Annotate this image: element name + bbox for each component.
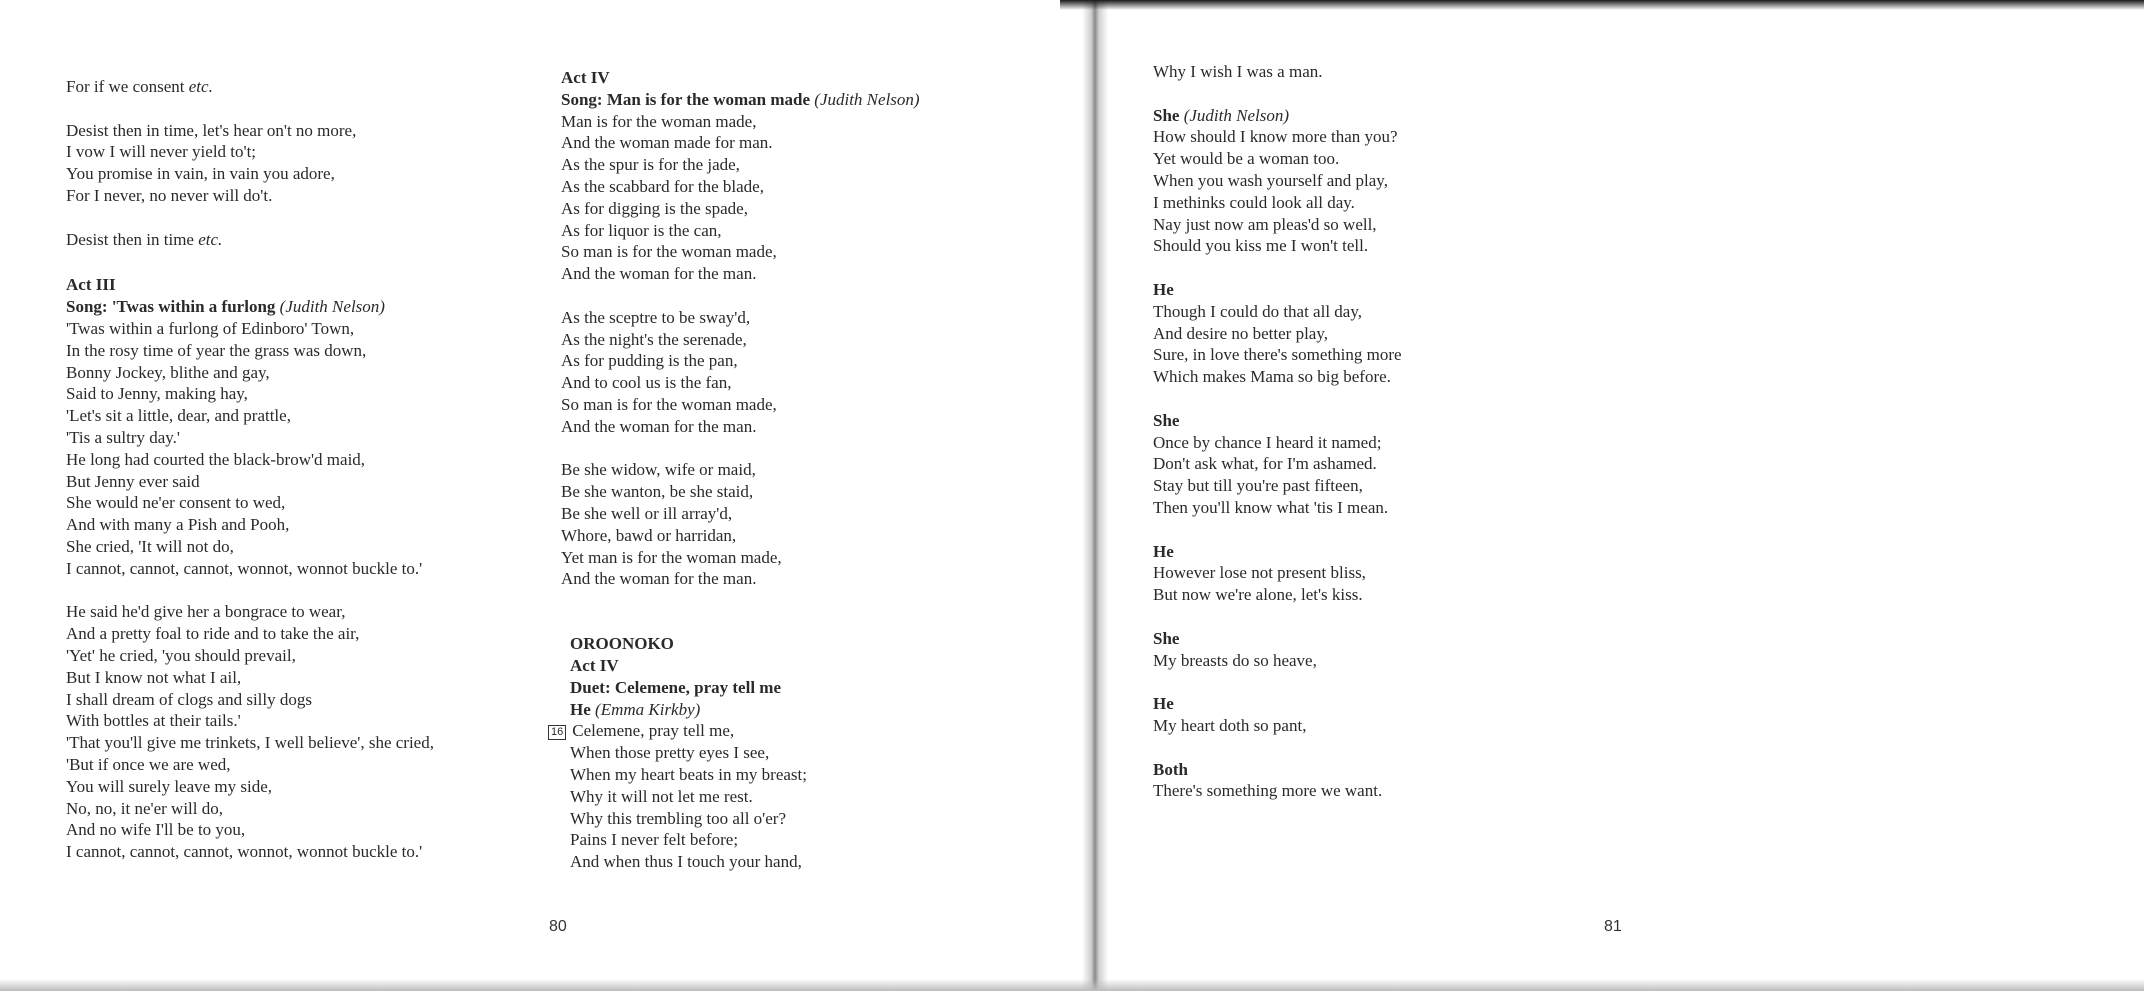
verse-line: My breasts do so heave, [1153, 650, 1317, 670]
verse-line: As the sceptre to be sway'd, [561, 307, 751, 327]
verse-line: With bottles at their tails.' [66, 711, 241, 731]
line-for-if: For if we consent etc. [66, 77, 213, 96]
speaker-heading: She [1153, 628, 1180, 648]
verse-line: I cannot, cannot, cannot, wonnot, wonnot buckle to.' [66, 558, 423, 578]
verse-line: Nay just now am pleas'd so well, [1153, 214, 1377, 234]
verse-line: She would ne'er consent to wed, [66, 493, 286, 513]
she-verse-3 [1153, 410, 1402, 519]
verse-line: I vow I will never yield to't; [66, 142, 257, 162]
verse-line: 'Tis a sultry day.' [66, 427, 180, 447]
verse-line: As the spur is for the jade, [561, 155, 740, 175]
left-column [66, 76, 434, 885]
verse-line: You will surely leave my side, [66, 776, 273, 796]
verse-line: So man is for the woman made, [561, 242, 777, 262]
act-heading: Act IV [561, 68, 610, 87]
verse-line: When you wash yourself and play, [1153, 170, 1388, 190]
song-furlong [66, 274, 434, 579]
verse-line: Yet man is for the woman made, [561, 547, 782, 567]
verse-line: But Jenny ever said [66, 471, 200, 491]
she-verse-1 [1153, 105, 1402, 258]
verse-line: 'That you'll give me trinkets, I well believe', she cried, [66, 733, 434, 753]
verse-line: So man is for the woman made, [561, 394, 777, 414]
line-wish-man: Why I wish I was a man. [1153, 62, 1323, 81]
verse-line: No, no, it ne'er will do, [66, 798, 223, 818]
he-verse-4 [1153, 541, 1402, 606]
verse-line: Though I could do that all day, [1153, 301, 1362, 321]
verse-line: 16 Celemene, pray tell me, [570, 720, 920, 742]
verse-line: There's something more we want. [1153, 781, 1383, 801]
page-top-shadow [1060, 0, 2144, 10]
speaker-heading: He (Emma Kirkby) [570, 699, 701, 719]
verse-line: 'But if once we are wed, [66, 754, 231, 774]
speaker-heading: Both [1153, 759, 1188, 779]
verse-line: Why this trembling too all o'er? [570, 808, 786, 828]
right-page [1098, 0, 2144, 991]
stanza-widow [561, 459, 920, 590]
verse-line: In the rosy time of year the grass was down, [66, 340, 367, 360]
verse-line: Should you kiss me I won't tell. [1153, 236, 1369, 256]
speaker-heading: He [1153, 279, 1174, 299]
verse-line: My heart doth so pant, [1153, 715, 1307, 735]
verse-line: 'Yet' he cried, 'you should prevail, [66, 645, 296, 665]
speaker-heading: He [1153, 541, 1174, 561]
verse-line: She cried, 'It will not do, [66, 536, 234, 556]
verse-line: 'Let's sit a little, dear, and prattle, [66, 406, 291, 426]
verse-line: Be she wanton, be she staid, [561, 482, 754, 502]
page-bottom-shadow [0, 979, 2144, 991]
verse-line: Bonny Jockey, blithe and gay, [66, 362, 270, 382]
verse-line: I methinks could look all day. [1153, 192, 1355, 212]
verse-line: You promise in vain, in vain you adore, [66, 164, 335, 184]
stanza-sceptre [561, 307, 920, 438]
speaker-heading: He [1153, 694, 1174, 714]
stanza-bongrace [66, 601, 434, 863]
page-number: 80 [549, 918, 567, 935]
verse-line: And the woman made for man. [561, 133, 773, 153]
verse-line: Don't ask what, for I'm ashamed. [1153, 454, 1377, 474]
verse-line: 'Twas within a furlong of Edinboro' Town, [66, 318, 355, 338]
verse-line: I shall dream of clogs and silly dogs [66, 689, 312, 709]
page-number: 81 [1604, 918, 1622, 935]
verse-line: And with many a Pish and Pooh, [66, 515, 290, 535]
play-title: OROONOKO [570, 634, 674, 654]
song-heading: Song: Man is for the woman made (Judith Nelson) [561, 89, 920, 109]
speaker-heading: She [1153, 410, 1180, 430]
verse-line: Desist then in time, let's hear on't no more, [66, 120, 357, 140]
verse-line: Why it will not let me rest. [570, 786, 753, 806]
verse-line: And desire no better play, [1153, 323, 1328, 343]
verse-line: Then you'll know what 'tis I mean. [1153, 497, 1389, 517]
verse-line: Once by chance I heard it named; [1153, 432, 1382, 452]
verse-line: Stay but till you're past fifteen, [1153, 476, 1363, 496]
verse-line: But now we're alone, let's kiss. [1153, 585, 1363, 605]
verse-line: And a pretty foal to ride and to take the air, [66, 624, 360, 644]
verse-line: Yet would be a woman too. [1153, 149, 1340, 169]
he-verse-2 [1153, 279, 1402, 388]
right-column [551, 67, 920, 895]
verse-line: And the woman for the man. [561, 416, 757, 436]
verse-line: But I know not what I ail, [66, 667, 242, 687]
verse-line: As the night's the serenade, [561, 329, 747, 349]
song-man-is-for-woman [561, 67, 920, 285]
verse-line: However lose not present bliss, [1153, 563, 1366, 583]
verse-line: For I never, no never will do't. [66, 185, 273, 205]
verse-line: I cannot, cannot, cannot, wonnot, wonnot buckle to.' [66, 842, 423, 862]
act-heading: Act III [66, 275, 116, 295]
duet-heading: Duet: Celemene, pray tell me [570, 677, 782, 697]
verse-line: And no wife I'll be to you, [66, 820, 246, 840]
verse-line: When my heart beats in my breast; [570, 764, 807, 784]
verse-line: And to cool us is the fan, [561, 373, 732, 393]
verse-line: And when thus I touch your hand, [570, 852, 802, 872]
track-number: 16 [548, 725, 566, 740]
verse-line: As for digging is the spade, [561, 198, 748, 218]
verse-line: Sure, in love there's something more [1153, 345, 1402, 365]
verse-line: Said to Jenny, making hay, [66, 384, 248, 404]
duet-celemene [551, 633, 920, 873]
book-gutter [1082, 0, 1108, 991]
verse-line: He said he'd give her a bongrace to wear, [66, 602, 346, 622]
she-verse-5 [1153, 628, 1402, 672]
he-verse-6 [1153, 693, 1402, 737]
line-desist-etc: Desist then in time etc. [66, 229, 223, 249]
right-page-column [1153, 61, 1402, 824]
verse-line: And the woman for the man. [561, 264, 757, 284]
verse-line: Whore, bawd or harridan, [561, 525, 737, 545]
both-verse [1153, 759, 1402, 803]
verse-line: Be she well or ill array'd, [561, 503, 733, 523]
verse-line: And the woman for the man. [561, 569, 757, 589]
speaker-heading: She (Judith Nelson) [1153, 105, 1290, 125]
verse-line: Man is for the woman made, [561, 111, 757, 131]
verse-line: Pains I never felt before; [570, 830, 739, 850]
verse-line: He long had courted the black-brow'd maid, [66, 449, 366, 469]
verse-line: As for liquor is the can, [561, 220, 722, 240]
song-heading: Song: 'Twas within a furlong (Judith Nelson) [66, 297, 385, 317]
verse-line: As the scabbard for the blade, [561, 176, 764, 196]
verse-line: Be she widow, wife or maid, [561, 460, 756, 480]
stanza-desist [66, 120, 434, 207]
verse-line: How should I know more than you? [1153, 127, 1398, 147]
verse-line: Which makes Mama so big before. [1153, 367, 1391, 387]
verse-line: As for pudding is the pan, [561, 351, 738, 371]
act-heading: Act IV [570, 655, 619, 675]
verse-line: When those pretty eyes I see, [570, 743, 770, 763]
